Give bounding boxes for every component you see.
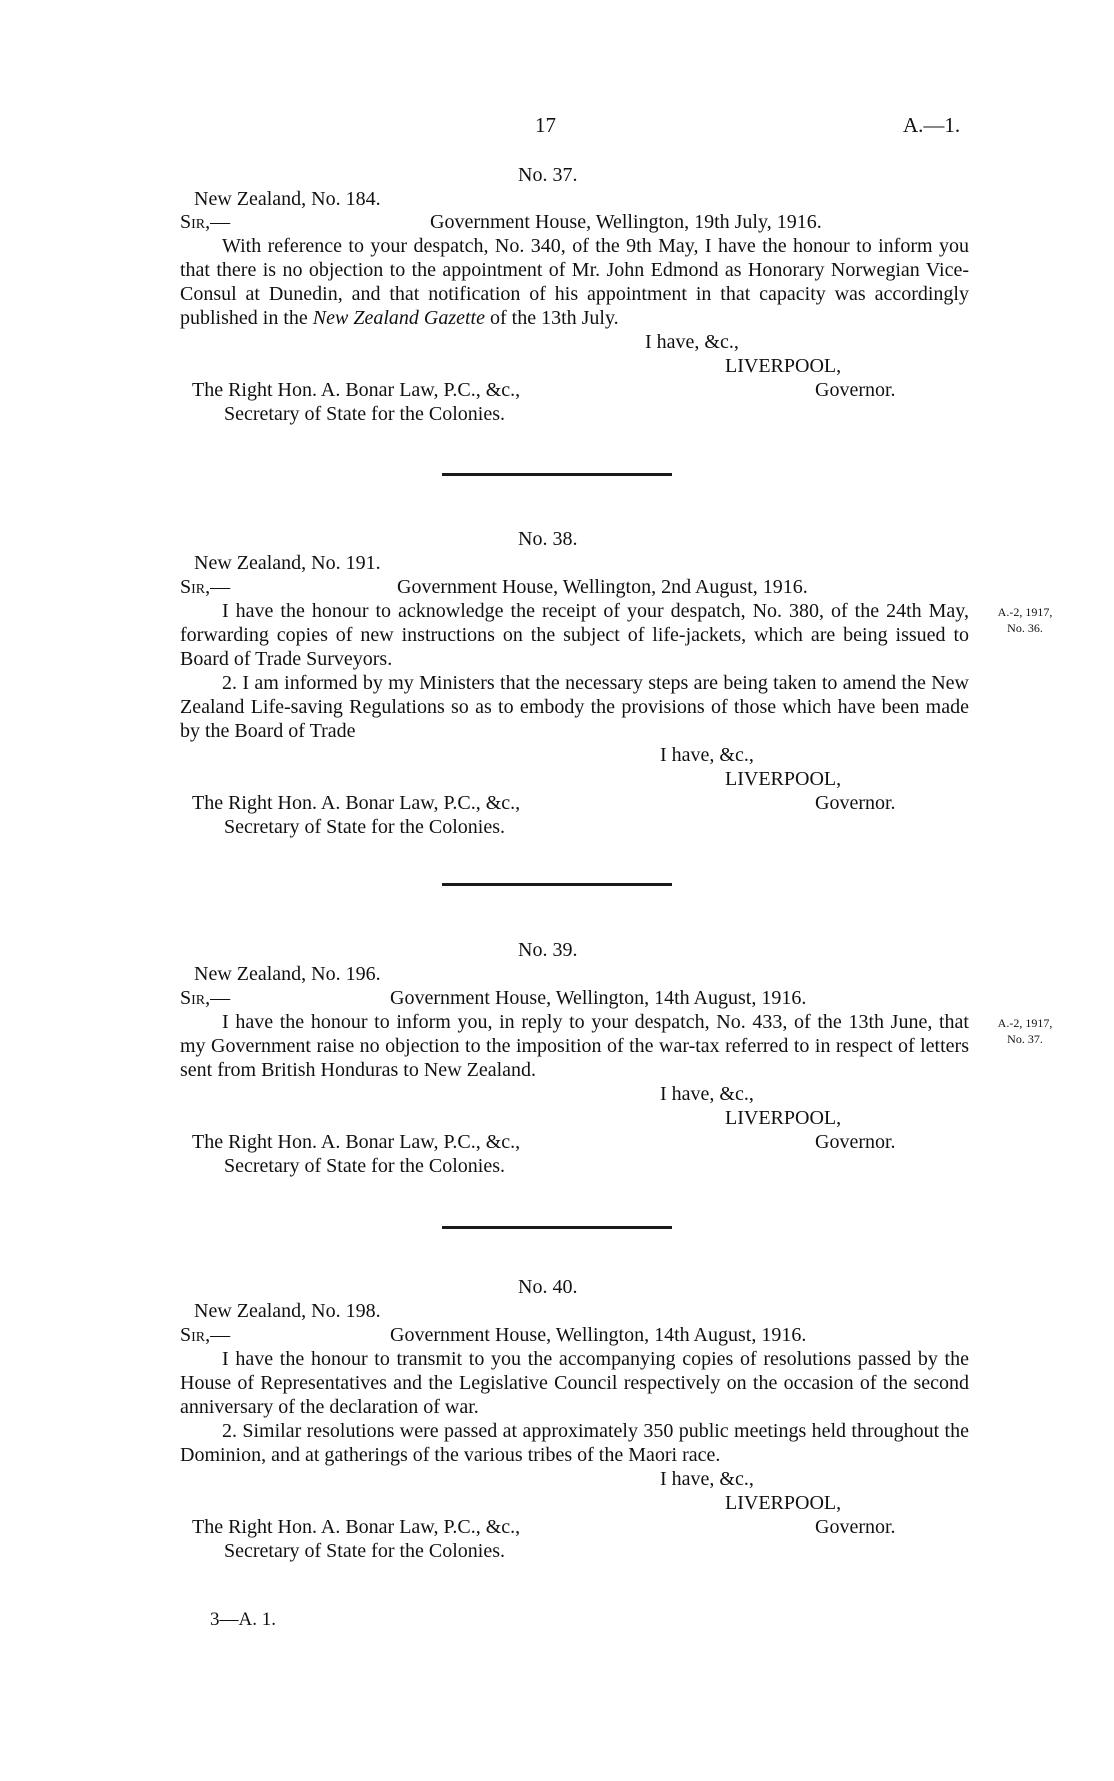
salutation: Sir,— [180, 211, 231, 233]
addressee: The Right Hon. A. Bonar Law, P.C., &c., [192, 379, 521, 401]
closing: I have, &c., [660, 1083, 754, 1105]
paragraph-text: I have the honour to inform you, in reply to your despatch, No. 433, of the 13th June, that my Government raise no objection to the imposition of the war-tax referred to in respect of letters sent from British Honduras to New [180, 1011, 969, 1081]
letter-paragraph: 2. I am informed by my Ministers that the necessary steps are being taken to amend the New Zealand Life-saving Regulations so as to embody the provisions of those which have been made by the Board of Trade [180, 672, 969, 742]
margin-note-line: No. 37. [1007, 1032, 1043, 1046]
section-divider [442, 1226, 672, 1229]
margin-note-line: A.-2, 1917, [997, 605, 1053, 619]
page-number: 17 [535, 113, 556, 137]
letter-number: No. 39. [518, 939, 578, 961]
addressee: The Right Hon. A. Bonar Law, P.C., &c., [192, 1131, 521, 1153]
section-divider [442, 473, 672, 476]
signatory: LIVERPOOL, [725, 1492, 842, 1514]
letter-reference: New Zealand, No. 184. [194, 188, 381, 210]
salutation: Sir,— [180, 576, 231, 598]
letter-paragraph [180, 1010, 969, 1082]
letter-reference: New Zealand, No. 191. [194, 552, 381, 574]
addressee-title: Secretary of State for the Colonies. [224, 1155, 506, 1177]
letter-paragraph: I have the honour to transmit to you the accompanying copies of resolutions passed by the House of Representatives and the Legislative Council respectively on the occasion of the second anniversary of the declaration of war. [180, 1348, 969, 1418]
signatory-title: Governor. [815, 1516, 896, 1538]
location-date: Government House, Wellington, 19th July, 1916. [430, 211, 822, 233]
margin-note [975, 1015, 1075, 1047]
letter-number: No. 40. [518, 1276, 578, 1298]
paragraph-tail: Maori race. [628, 1444, 721, 1466]
letter-reference: New Zealand, No. 198. [194, 1300, 381, 1322]
margin-note-line: A.-2, 1917, [997, 1016, 1053, 1030]
signatory-title: Governor. [815, 792, 896, 814]
paragraph-text: 2. Similar resolutions were passed at approximately 350 public meetings held throughout the Dominion, and at gatherings of the various tribes of the [180, 1420, 969, 1466]
margin-note-line: No. 36. [1007, 621, 1043, 635]
location-date: Government House, Wellington, 14th August, 1916. [390, 987, 807, 1009]
salutation: Sir,— [180, 987, 231, 1009]
signatory: LIVERPOOL, [725, 355, 842, 377]
signatory-title: Governor. [815, 379, 896, 401]
addressee: The Right Hon. A. Bonar Law, P.C., &c., [192, 1516, 521, 1538]
location-date: Government House, Wellington, 2nd August, 1916. [397, 576, 808, 598]
paper-reference: A.—1. [903, 113, 961, 137]
signature-mark: 3—A. 1. [210, 1609, 276, 1630]
letter-number: No. 37. [518, 164, 578, 186]
letter-paragraph [180, 234, 969, 330]
letter-paragraph [180, 1419, 969, 1467]
closing: I have, &c., [660, 1468, 754, 1490]
letter-reference: New Zealand, No. 196. [194, 963, 381, 985]
salutation: Sir,— [180, 1324, 231, 1346]
addressee-title: Secretary of State for the Colonies. [224, 403, 506, 425]
closing: I have, &c., [660, 744, 754, 766]
addressee-title: Secretary of State for the Colonies. [224, 816, 506, 838]
closing: I have, &c., [645, 331, 739, 353]
paragraph-text: With reference to your despatch, No. 340, of the 9th May, I have the honour to inform you that there is no objection to the appointment of Mr. John Edmond as Honorary Norwegian Vice-Consul at Dunedin, and that notification of his appointment in that capacity was accordingly published in the [180, 235, 969, 329]
signatory-title: Governor. [815, 1131, 896, 1153]
signatory: LIVERPOOL, [725, 1107, 842, 1129]
addressee: The Right Hon. A. Bonar Law, P.C., &c., [192, 792, 521, 814]
margin-note [975, 604, 1075, 636]
letter-paragraph: I have the honour to acknowledge the receipt of your despatch, No. 380, of the 24th May, forwarding copies of new instructions on the subject of life-jackets, which are being issued to Board of Trade Surveyors. [180, 600, 969, 670]
signatory: LIVERPOOL, [725, 768, 842, 790]
letter-number: No. 38. [518, 528, 578, 550]
paragraph-tail: of the 13th July. [489, 307, 619, 329]
location-date: Government House, Wellington, 14th August, 1916. [390, 1324, 807, 1346]
section-divider [442, 883, 672, 886]
gazette-title: New Zealand Gazette [312, 307, 485, 329]
paragraph-tail: Zealand. [466, 1059, 537, 1081]
addressee-title: Secretary of State for the Colonies. [224, 1540, 506, 1562]
